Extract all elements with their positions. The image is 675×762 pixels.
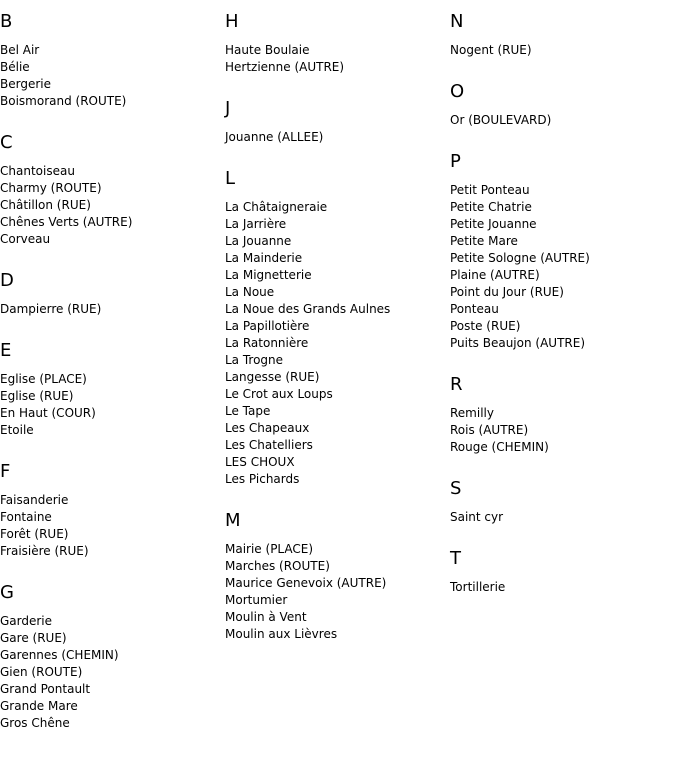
letter-heading: M: [225, 510, 241, 531]
street-item: Garennes (CHEMIN): [0, 648, 119, 662]
street-list: [450, 509, 670, 526]
street-list: [0, 163, 220, 248]
letter-heading: R: [450, 374, 463, 395]
street-list: [225, 199, 445, 488]
letter-group-f: [0, 461, 220, 560]
letter-group-t: [450, 548, 670, 596]
street-list: [225, 541, 445, 643]
letter-group-l: [225, 168, 445, 488]
letter-group-j: [225, 98, 445, 146]
street-list: [450, 182, 670, 352]
letter-heading: F: [0, 461, 11, 482]
street-item: Point du Jour (RUE): [450, 285, 564, 299]
street-item: Rouge (CHEMIN): [450, 440, 549, 454]
letter-heading: H: [225, 11, 239, 32]
street-item: Le Tape: [225, 404, 271, 418]
street-item: Tortillerie: [450, 580, 506, 594]
letter-heading: N: [450, 11, 464, 32]
letter-heading: E: [0, 340, 12, 361]
street-item: Grande Mare: [0, 699, 78, 713]
letter-group-g: [0, 582, 220, 732]
street-item: Ponteau: [450, 302, 499, 316]
street-list: [0, 42, 220, 110]
letter-heading: J: [225, 98, 231, 119]
letter-group-e: [0, 340, 220, 439]
street-item: Poste (RUE): [450, 319, 521, 333]
letter-group-d: [0, 270, 220, 318]
street-item: LES CHOUX: [225, 455, 295, 469]
street-item: Saint cyr: [450, 510, 504, 524]
street-item: La Noue des Grands Aulnes: [225, 302, 391, 316]
street-item: Châtillon (RUE): [0, 198, 91, 212]
street-item: Jouanne (ALLEE): [225, 130, 324, 144]
street-item: Remilly: [450, 406, 494, 420]
street-item: Eglise (PLACE): [0, 372, 87, 386]
street-item: Boismorand (ROUTE): [0, 94, 127, 108]
street-item: Forêt (RUE): [0, 527, 69, 541]
street-item: Nogent (RUE): [450, 43, 532, 57]
street-item: Charmy (ROUTE): [0, 181, 102, 195]
street-item: Plaine (AUTRE): [450, 268, 540, 282]
letter-group-o: [450, 81, 670, 129]
street-item: Chantoiseau: [0, 164, 75, 178]
index-column: [450, 0, 670, 596]
street-item: Petite Chatrie: [450, 200, 532, 214]
street-list: [0, 301, 220, 318]
street-item: Puits Beaujon (AUTRE): [450, 336, 586, 350]
street-item: La Jouanne: [225, 234, 292, 248]
street-item: Rois (AUTRE): [450, 423, 529, 437]
street-item: La Ratonnière: [225, 336, 309, 350]
street-item: Petite Jouanne: [450, 217, 537, 231]
street-item: La Mainderie: [225, 251, 303, 265]
letter-heading: G: [0, 582, 14, 603]
street-item: Gien (ROUTE): [0, 665, 83, 679]
street-item: Gros Chêne: [0, 716, 70, 730]
letter-group-p: [450, 151, 670, 352]
letter-heading: T: [450, 548, 461, 569]
index-column: [0, 0, 220, 732]
letter-group-s: [450, 478, 670, 526]
street-list: [450, 42, 670, 59]
street-item: La Trogne: [225, 353, 284, 367]
street-item: Bélie: [0, 60, 30, 74]
street-list: [0, 371, 220, 439]
street-item: La Jarrière: [225, 217, 287, 231]
street-item: Les Pichards: [225, 472, 300, 486]
index-column: [225, 0, 445, 643]
street-item: Mairie (PLACE): [225, 542, 314, 556]
street-list: [225, 42, 445, 76]
street-item: Garderie: [0, 614, 53, 628]
street-item: La Papillotière: [225, 319, 310, 333]
street-list: [225, 129, 445, 146]
street-item: La Châtaigneraie: [225, 200, 328, 214]
street-item: Moulin à Vent: [225, 610, 307, 624]
letter-group-n: [450, 11, 670, 59]
street-item: Les Chatelliers: [225, 438, 313, 452]
street-item: Fraisière (RUE): [0, 544, 89, 558]
street-item: Dampierre (RUE): [0, 302, 102, 316]
street-item: Gare (RUE): [0, 631, 67, 645]
street-item: La Noue: [225, 285, 275, 299]
letter-heading: P: [450, 151, 461, 172]
street-item: Chênes Verts (AUTRE): [0, 215, 133, 229]
street-item: Petite Mare: [450, 234, 518, 248]
letter-heading: S: [450, 478, 462, 499]
street-item: Le Crot aux Loups: [225, 387, 333, 401]
letter-group-b: [0, 11, 220, 110]
street-item: Eglise (RUE): [0, 389, 74, 403]
letter-heading: O: [450, 81, 465, 102]
street-item: En Haut (COUR): [0, 406, 96, 420]
street-list: [450, 112, 670, 129]
street-item: Maurice Genevoix (AUTRE): [225, 576, 387, 590]
street-item: Moulin aux Lièvres: [225, 627, 338, 641]
street-item: La Mignetterie: [225, 268, 312, 282]
street-item: Etoile: [0, 423, 34, 437]
street-item: Langesse (RUE): [225, 370, 320, 384]
letter-heading: D: [0, 270, 14, 291]
letter-heading: L: [225, 168, 236, 189]
letter-group-h: [225, 11, 445, 76]
street-item: Petit Ponteau: [450, 183, 530, 197]
street-item: Haute Boulaie: [225, 43, 310, 57]
letter-group-c: [0, 132, 220, 248]
street-list: [0, 492, 220, 560]
street-item: Grand Pontault: [0, 682, 91, 696]
letter-group-m: [225, 510, 445, 643]
street-item: Petite Sologne (AUTRE): [450, 251, 590, 265]
street-list: [450, 579, 670, 596]
street-item: Marches (ROUTE): [225, 559, 330, 573]
street-item: Faisanderie: [0, 493, 69, 507]
street-item: Hertzienne (AUTRE): [225, 60, 345, 74]
letter-heading: B: [0, 11, 13, 32]
street-item: Mortumier: [225, 593, 288, 607]
street-item: Bergerie: [0, 77, 51, 91]
street-list: [450, 405, 670, 456]
street-item: Bel Air: [0, 43, 40, 57]
street-item: Corveau: [0, 232, 51, 246]
street-item: Les Chapeaux: [225, 421, 310, 435]
street-list: [0, 613, 220, 732]
street-item: Fontaine: [0, 510, 52, 524]
letter-heading: C: [0, 132, 13, 153]
street-item: Or (BOULEVARD): [450, 113, 552, 127]
letter-group-r: [450, 374, 670, 456]
